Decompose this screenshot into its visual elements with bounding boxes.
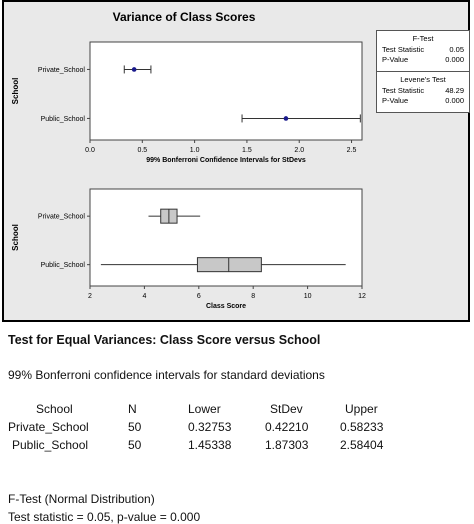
- x-tick-label: 8: [251, 293, 256, 300]
- levene-stat-value: 48.29: [445, 86, 464, 95]
- x-axis-title: Class Score: [205, 303, 247, 310]
- ftest-box-title: F-Test: [412, 34, 434, 43]
- ci-panel: [11, 42, 362, 164]
- table-cell-n: 50: [128, 438, 142, 452]
- ftest-result: Test statistic = 0.05, p-value = 0.000: [8, 510, 201, 524]
- y-tick-label: Private_School: [37, 66, 85, 74]
- ftest-summary-box: [376, 30, 470, 72]
- x-tick-label: 6: [196, 293, 201, 300]
- graph-window: [2, 0, 470, 322]
- ftest-p-value: 0.000: [445, 55, 464, 64]
- ftest-title: F-Test (Normal Distribution): [8, 492, 155, 506]
- x-tick-label: 0.5: [137, 147, 148, 154]
- table-cell-school: Public_School: [12, 438, 89, 452]
- boxplot-panel: [11, 189, 366, 310]
- table-header-stdev: StDev: [270, 402, 303, 416]
- levene-stat-label: Test Statistic: [382, 86, 425, 95]
- table-cell-school: Private_School: [8, 420, 89, 434]
- x-tick-label: 2.0: [294, 147, 305, 154]
- stdev-point: [284, 116, 289, 121]
- y-tick-label: Public_School: [40, 262, 85, 270]
- y-axis-title: School: [11, 77, 20, 105]
- y-axis-title: School: [11, 224, 20, 251]
- ftest-stat-row: [377, 45, 469, 55]
- box: [197, 258, 261, 272]
- table-cell-lower: 0.32753: [188, 420, 232, 434]
- levene-p-label: P-Value: [382, 96, 409, 105]
- ftest-stat-label: Test Statistic: [382, 45, 425, 54]
- table-header-lower: Lower: [188, 402, 221, 416]
- session-output: [0, 322, 474, 524]
- y-tick-label: Public_School: [40, 115, 85, 123]
- table-cell-stdev: 1.87303: [265, 438, 309, 452]
- table-cell-upper: 2.58404: [340, 438, 384, 452]
- x-tick-label: 1.5: [242, 147, 252, 154]
- x-tick-label: 0.0: [85, 147, 95, 154]
- levene-p-row: [377, 96, 469, 106]
- ftest-p-row: [377, 55, 469, 65]
- table-header-upper: Upper: [345, 402, 378, 416]
- table-cell-stdev: 0.42210: [265, 420, 309, 434]
- table-cell-upper: 0.58233: [340, 420, 384, 434]
- levene-summary-box: [376, 71, 470, 113]
- y-tick-label: Private_School: [37, 213, 85, 221]
- x-tick-label: 4: [142, 293, 147, 300]
- levene-box-title: Levene's Test: [400, 75, 446, 84]
- levene-stat-row: [377, 86, 469, 96]
- levene-p-value: 0.000: [445, 96, 464, 105]
- table-cell-lower: 1.45338: [188, 438, 232, 452]
- table-header-n: N: [128, 402, 137, 416]
- x-tick-label: 2: [88, 293, 92, 300]
- x-tick-label: 12: [358, 293, 366, 300]
- ci-caption: 99% Bonferroni confidence intervals for standard deviations: [8, 368, 325, 382]
- session-heading: Test for Equal Variances: Class Score versus School: [8, 333, 321, 347]
- ftest-stat-value: 0.05: [449, 45, 464, 54]
- graph-title: Variance of Class Scores: [112, 10, 256, 24]
- x-axis-title: 99% Bonferroni Confidence Intervals for StDevs: [146, 157, 306, 164]
- plot-area: [90, 42, 362, 140]
- stdev-point: [132, 67, 137, 72]
- x-tick-label: 1.0: [189, 147, 200, 154]
- table-cell-n: 50: [128, 420, 142, 434]
- x-tick-label: 10: [303, 293, 312, 300]
- ftest-p-label: P-Value: [382, 55, 409, 64]
- x-tick-label: 2.5: [346, 147, 357, 154]
- table-header-school: School: [36, 402, 73, 416]
